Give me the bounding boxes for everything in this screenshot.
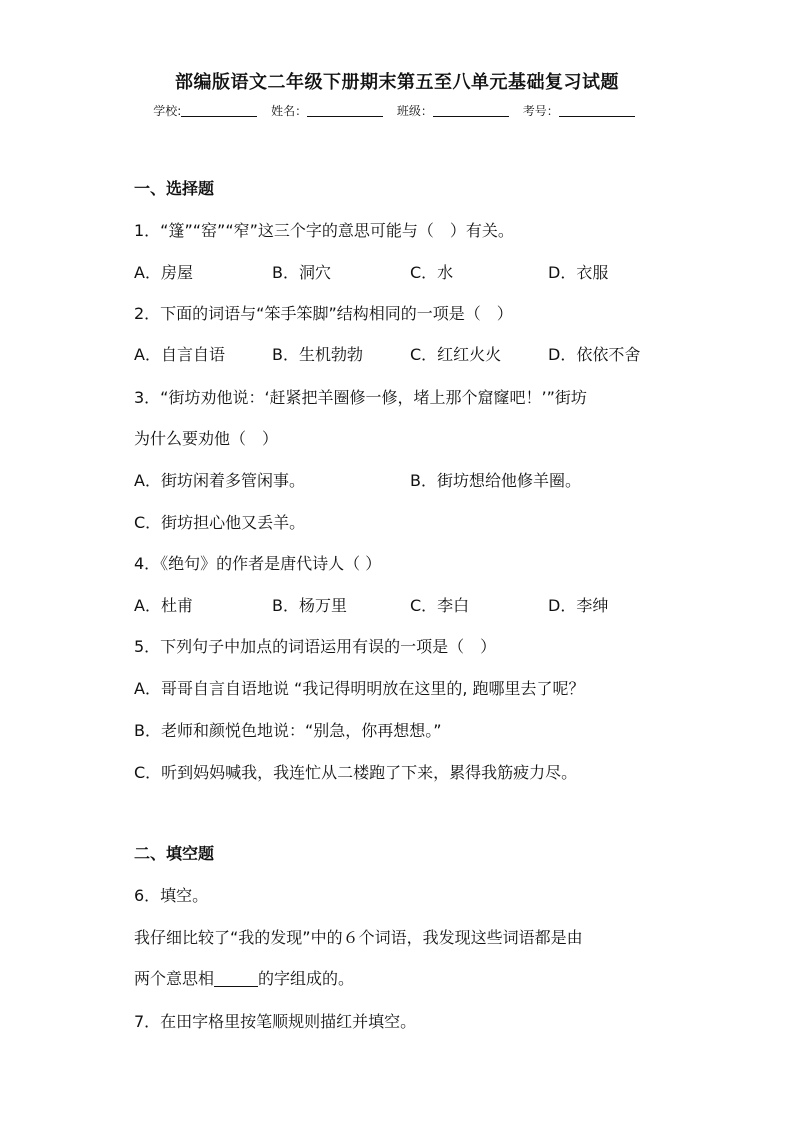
question-1-option-a[interactable]: A．房屋	[134, 263, 193, 282]
class-field	[397, 102, 515, 119]
question-5-option-b[interactable]: B．老师和颜悦色地说：“别急，你再想想。”	[134, 721, 442, 740]
question-4-option-d[interactable]: D．李绅	[548, 596, 609, 615]
question-2-stem: 2．下面的词语与“笨手笨脚”结构相同的一项是（ ）	[134, 304, 513, 323]
exam-number-label: 考号：	[522, 104, 559, 118]
question-5-stem: 5．下列句子中加点的词语运用有误的一项是（ ）	[134, 637, 497, 656]
question-2-option-c[interactable]: C．红红火火	[410, 345, 502, 364]
page-title: 部编版语文二年级下册期末第五至八单元基础复习试题	[175, 72, 619, 93]
question-7-stem: 7．在田字格里按笔顺规则描红并填空。	[134, 1012, 417, 1031]
question-6-body-line-2	[134, 966, 354, 989]
question-6-stem: 6．填空。	[134, 886, 209, 905]
question-6-text-before-blank: 两个意思相	[134, 969, 215, 988]
question-3-option-b[interactable]: B．街坊想给他修羊圈。	[410, 471, 581, 490]
exam-number-blank[interactable]	[559, 104, 635, 117]
class-blank[interactable]	[433, 104, 509, 117]
question-2-option-b[interactable]: B．生机勃勃	[272, 345, 363, 364]
question-4-option-c[interactable]: C．李白	[410, 596, 470, 615]
question-1-option-d[interactable]: D．衣服	[548, 263, 609, 282]
name-blank[interactable]	[307, 104, 383, 117]
student-info-row	[0, 102, 794, 119]
question-3-option-c[interactable]: C．街坊担心他又丢羊。	[134, 513, 306, 532]
question-6-answer-blank[interactable]	[214, 970, 258, 987]
question-3-stem-line-2: 为什么要劝他（ ）	[134, 429, 279, 448]
exam-number-field	[523, 102, 641, 119]
class-label: 班级：	[396, 104, 433, 118]
question-5-option-c[interactable]: C．听到妈妈喊我，我连忙从二楼跑了下来，累得我筋疲力尽。	[134, 763, 578, 782]
question-1-option-c[interactable]: C．水	[410, 263, 454, 282]
school-blank[interactable]	[181, 104, 257, 117]
question-4-option-b[interactable]: B．杨万里	[272, 596, 347, 615]
section-choice-heading: 一、选择题	[134, 179, 215, 198]
name-field	[271, 102, 389, 119]
question-3-option-a[interactable]: A．街坊闲着多管闲事。	[134, 471, 305, 490]
name-label: 姓名：	[271, 104, 308, 118]
question-1-stem: 1．“篷”“窑”“窄”这三个字的意思可能与（ ）有关。	[134, 221, 514, 240]
school-field	[153, 102, 263, 119]
question-1-option-b[interactable]: B．洞穴	[272, 263, 331, 282]
question-2-option-a[interactable]: A．自言自语	[134, 345, 225, 364]
section-fill-heading: 二、填空题	[134, 844, 215, 863]
question-4-option-a[interactable]: A．杜甫	[134, 596, 193, 615]
question-3-stem-line-1: 3．“街坊劝他说：‘赶紧把羊圈修一修，堵上那个窟窿吧！’”街坊	[134, 388, 587, 407]
question-6-body-line-1: 我仔细比较了“我的发现”中的６个词语，我发现这些词语都是由	[134, 928, 583, 947]
question-6-text-after-blank: 的字组成的。	[258, 969, 355, 988]
question-2-option-d[interactable]: D．依依不舍	[548, 345, 641, 364]
question-5-option-a[interactable]: A．哥哥自言自语地说 “我记得明明放在这里的, 跑哪里去了呢？	[134, 679, 585, 698]
question-4-stem: 4．《绝句》的作者是唐代诗人（ ）	[134, 554, 382, 573]
school-label: 学校:	[153, 104, 182, 118]
